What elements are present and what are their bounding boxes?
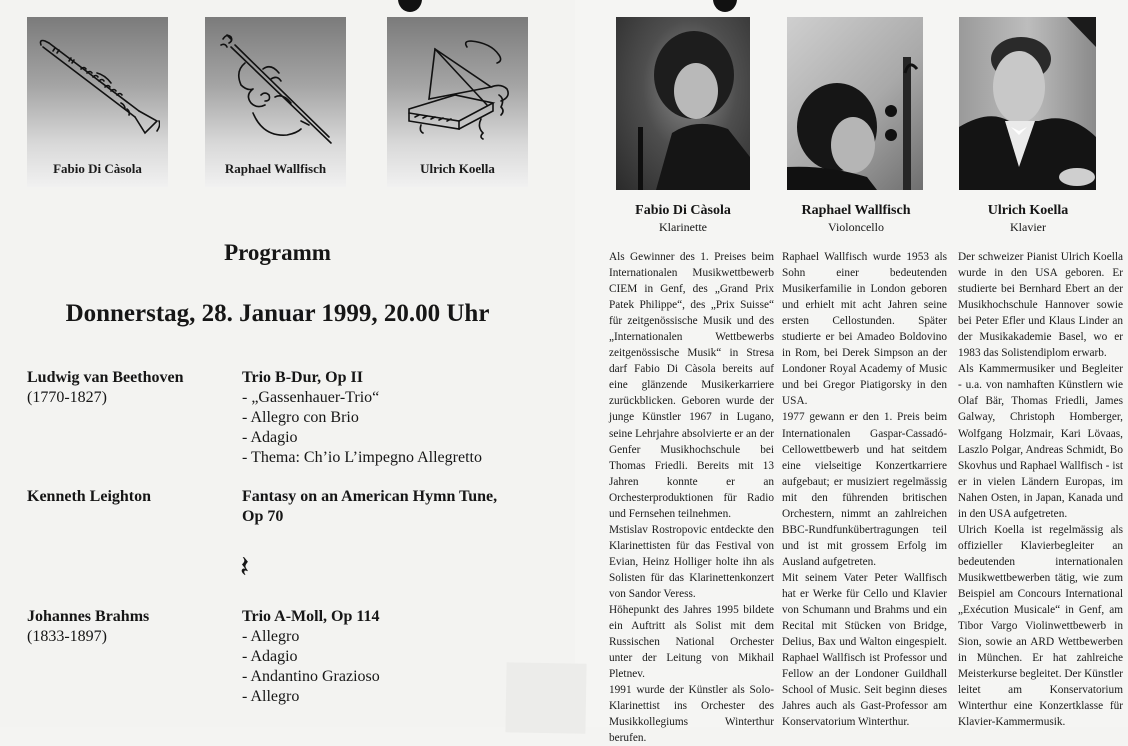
artist-caption (776, 202, 936, 234)
movement: - Andantino Grazioso (242, 668, 380, 685)
artist-photo-wallfisch (787, 17, 923, 190)
work (242, 487, 542, 527)
artist-instrument: Klavier (1010, 220, 1046, 234)
bio-paragraph: Höhepunkt des Jahres 1995 bildete ein Auftritt als Solist mit dem Russischen National Orchester unter der Leitung von Mikhail Pletnev. (609, 604, 774, 681)
portrait-icon (616, 17, 750, 190)
movement: - Allegro con Brio (242, 409, 359, 426)
composer-name: Ludwig van Beethoven (27, 369, 184, 386)
tile-label: Raphael Wallfisch (224, 161, 327, 176)
artist-instrument: Klarinette (659, 220, 707, 234)
clarinet-icon (35, 25, 160, 150)
bio-paragraph: 1977 gewann er den 1. Preis beim Internationalen Gaspar-Cassadó-Cellowettbewerb und hat seitdem eine vielseitige Konzertkarriere aufgebaut; er musiziert regelmässig mit den führenden britischen Orchestern, nimmt an zahlreichen BBC-Rundfunkübertragungen teil und ist mit grossem Erfolg im Ausland aufgetreten. (782, 411, 947, 568)
movement: - Allegro (242, 628, 300, 645)
work-title: Trio B-Dur, Op II (242, 369, 363, 386)
grand-piano-icon (395, 25, 520, 150)
concert-date: Donnerstag, 28. Januar 1999, 20.00 Uhr (65, 300, 490, 327)
bio-paragraph: Mstislav Rostropovic entdeckte den Klarinettisten für das Festival von Evian, Heinz Holliger holte ihn als Solisten für das Klarinettenkonzert von Sandor Veress. (609, 523, 774, 600)
instrument-tile-clarinet (27, 17, 168, 187)
movement: - Thema: Ch’io L’impegno Allegretto (242, 449, 482, 466)
bio-paragraph: Der schweizer Pianist Ulrich Koella wurde in den USA geboren. Er studierte bei Bernhard Ebert an der Musikhochschule Hannover sowie bei Peter Efler und Klaus Linder an der Musikakademie Basel, wo er 1983 das Solistendiplom erwarb. (958, 251, 1123, 360)
tile-label: Ulrich Koella (420, 161, 495, 176)
bio-paragraph: Als Kammermusiker und Begleiter - u.a. von namhaften Künstlern wie Olaf Bär, Thomas Friedli, James Galway, Christoph Homberger, Wolfgang Holzmair, Kari Lövaas, Laszlo Polgar, Andreas Schmidt, Bo Skovhus und Raphael Wallfisch - ist er in vielen Ländern Europas, im Nahen Osten, in Japan, Kanada und in den USA aufgetreten. (958, 363, 1123, 520)
composer-dates: (1770-1827) (27, 389, 107, 406)
cello-icon (213, 25, 338, 150)
artist-caption (603, 202, 763, 234)
program-title: Programm (224, 240, 331, 265)
artist-caption (948, 202, 1108, 234)
composer-dates: (1833-1897) (27, 628, 107, 645)
composer (27, 607, 227, 647)
artist-biography (609, 249, 774, 746)
movement: - Adagio (242, 648, 298, 665)
artist-biography (958, 249, 1123, 730)
artist-name: Fabio Di Càsola (635, 203, 731, 218)
work-title: Fantasy on an American Hymn Tune, (242, 488, 498, 505)
portrait-icon (959, 17, 1096, 190)
work (242, 368, 542, 468)
work-title-line2: Op 70 (242, 508, 284, 525)
composer (27, 368, 227, 408)
artist-instrument: Violoncello (828, 220, 884, 234)
artist-name: Raphael Wallfisch (801, 203, 911, 218)
artist-photo-casola (616, 17, 750, 190)
movement: - Allegro (242, 688, 300, 705)
bio-paragraph: Raphael Wallfisch wurde 1953 als Sohn einer bedeutenden Musikerfamilie in London geboren und erhielt mit acht Jahren seine ersten Cellostunden. Später studierte er bei Amadeo Boldovino in Rom, bei Derek Simpson an der Londoner Royal Academy of Music und bei Gregor Piatigorsky in den USA. (782, 251, 947, 408)
work (242, 607, 542, 707)
composer-name: Johannes Brahms (27, 608, 150, 625)
tile-label: Fabio Di Càsola (53, 161, 142, 176)
portrait-icon (787, 17, 923, 190)
instrument-tile-cello (205, 17, 346, 187)
composer (27, 487, 227, 507)
instrument-tile-piano (387, 17, 528, 187)
bio-paragraph: Mit seinem Vater Peter Wallfisch hat er Werke für Cello und Klavier von Schumann und Brahms und ein Recital mit Stücken von Bridge, Delius, Bax und Walton eingespielt. Raphael Wallfisch ist Professor und Fellow an der Londoner Guildhall School of Music. Seit beginn dieses Jahres auch als Gast-Professor am Konservatorium Winterthur. (782, 571, 947, 729)
bio-paragraph: 1991 wurde der Künstler als Solo-Klarinettist ins Orchester des Musikkollegiums Winterthur berufen. (609, 684, 774, 745)
artist-photo-koella (959, 17, 1096, 190)
movement: - „Gassenhauer-Trio“ (242, 389, 380, 406)
quarter-rest-icon: 𝄽 (240, 551, 250, 584)
bio-paragraph: Ulrich Koella ist regelmässig als offizieller Klavierbegleiter an bedeutenden internationalen Musikwettbewerben tätig, wie zum Beispiel am Concours International „Exécution Musicale“ in Genf, am Tibor Vargo Violinwettbewerb in Sion, sowie an ARD Wettbewerben in München. Er hat zahlreiche Meisterkurse begleitet. Der Künstler leitet am Konservatorium Winterthur eine Konzertklasse für Klavier-Kammermusik. (958, 523, 1124, 729)
composer-name: Kenneth Leighton (27, 488, 152, 505)
artist-biography (782, 249, 947, 730)
artist-name: Ulrich Koella (987, 203, 1069, 218)
bio-paragraph: Als Gewinner des 1. Preises beim Internationalen Musikwettbewerb CIEM in Genf, des „Grand Prix Patek Philippe“, des „Prix Suisse“ für zeitgenössische Musik und des „Internationalen Wettbewerbs zeitgenössische Musik“ in Stresa darf Fabio Di Càsola bereits auf eine glänzende Musikerkarriere zurückblicken. Geboren wurde der junge Künstler 1967 in Lugano, seine Lehrjahre absolvierte er an der Genfer Musikhochschule bei Thomas Friedli. Bereits mit 13 Jahren konnte er an Orchesterproduktionen für Radio und Fernsehen teilnehmen. (609, 251, 774, 520)
movement: - Adagio (242, 429, 298, 446)
work-title: Trio A-Moll, Op 114 (242, 608, 380, 625)
